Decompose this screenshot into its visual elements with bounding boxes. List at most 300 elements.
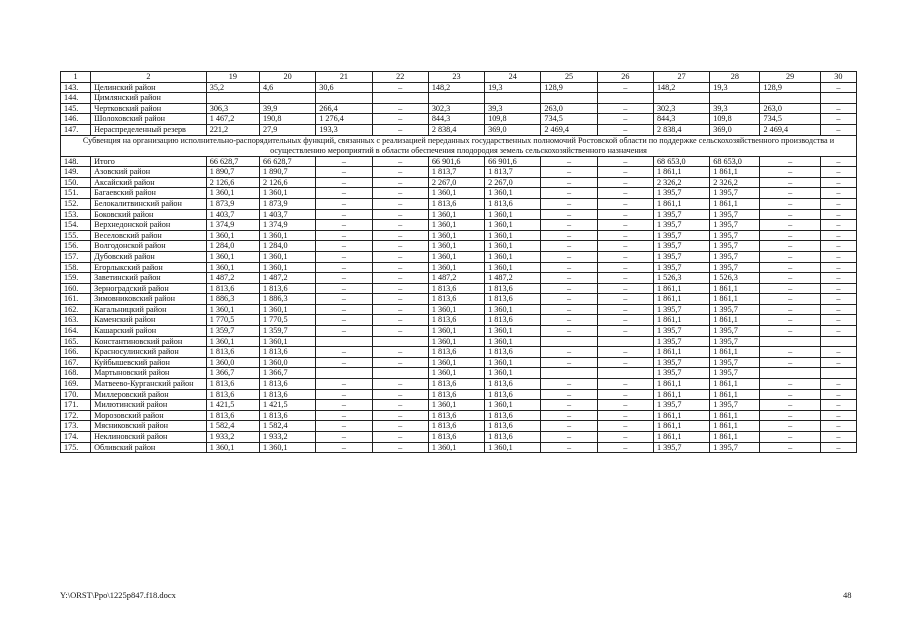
value-cell: 1 360,1: [485, 336, 541, 347]
value-cell: –: [820, 400, 856, 411]
value-cell: [541, 336, 597, 347]
district-name-cell: Константиновский район: [91, 336, 207, 347]
document-page: [60, 71, 857, 453]
district-name-cell: Заветинский район: [91, 273, 207, 284]
value-cell: –: [760, 442, 820, 453]
value-cell: –: [760, 230, 820, 241]
value-cell: 1 813,6: [485, 421, 541, 432]
section-title-row: [61, 135, 857, 156]
value-cell: –: [541, 347, 597, 358]
value-cell: –: [760, 347, 820, 358]
value-cell: 2 126,6: [206, 177, 259, 188]
value-cell: –: [597, 294, 653, 305]
row-number-cell: 171.: [61, 400, 91, 411]
value-cell: –: [541, 357, 597, 368]
value-cell: –: [760, 304, 820, 315]
district-name-cell: Аксайский район: [91, 177, 207, 188]
value-cell: 1 861,1: [653, 379, 709, 390]
value-cell: 1 861,1: [710, 315, 760, 326]
value-cell: 148,2: [428, 82, 484, 93]
district-name-cell: 2: [91, 72, 207, 83]
value-cell: –: [597, 347, 653, 358]
value-cell: –: [541, 251, 597, 262]
value-cell: 1 861,1: [653, 198, 709, 209]
value-cell: 190,8: [259, 114, 315, 125]
value-cell: 1 360,1: [428, 357, 484, 368]
value-cell: –: [372, 82, 428, 93]
value-cell: 1 374,9: [259, 220, 315, 231]
value-cell: –: [372, 294, 428, 305]
value-cell: –: [760, 315, 820, 326]
value-cell: 2 838,4: [653, 124, 709, 135]
value-cell: 1 360,0: [206, 357, 259, 368]
table-row: [61, 124, 857, 135]
value-cell: 1 813,6: [428, 198, 484, 209]
value-cell: 1 359,7: [206, 326, 259, 337]
budget-table: [60, 71, 857, 453]
value-cell: 1 360,1: [485, 209, 541, 220]
value-cell: 128,9: [541, 82, 597, 93]
value-cell: 369,0: [485, 124, 541, 135]
value-cell: –: [820, 410, 856, 421]
row-number-cell: 174.: [61, 432, 91, 443]
value-cell: [820, 336, 856, 347]
table-row: [61, 251, 857, 262]
value-cell: –: [820, 103, 856, 114]
table-row: [61, 230, 857, 241]
row-number-cell: 151.: [61, 188, 91, 199]
value-cell: 2 267,0: [428, 177, 484, 188]
value-cell: 1 582,4: [259, 421, 315, 432]
value-cell: –: [760, 188, 820, 199]
value-cell: 1 360,1: [206, 442, 259, 453]
value-cell: –: [541, 209, 597, 220]
value-cell: 1 395,7: [710, 188, 760, 199]
value-cell: 302,3: [653, 103, 709, 114]
table-row: [61, 177, 857, 188]
row-number-cell: 1: [61, 72, 91, 83]
value-cell: –: [597, 432, 653, 443]
district-name-cell: Зерноградский район: [91, 283, 207, 294]
value-cell: –: [597, 82, 653, 93]
value-cell: [760, 93, 820, 104]
value-cell: –: [820, 262, 856, 273]
value-cell: 1 813,6: [428, 294, 484, 305]
value-cell: –: [316, 421, 372, 432]
value-cell: [541, 93, 597, 104]
table-row: [61, 167, 857, 178]
row-number-cell: 164.: [61, 326, 91, 337]
value-cell: 1 360,0: [259, 357, 315, 368]
value-cell: 1 395,7: [710, 251, 760, 262]
district-name-cell: Нераспределенный резерв: [91, 124, 207, 135]
value-cell: 148,2: [653, 82, 709, 93]
value-cell: 1 395,7: [710, 357, 760, 368]
value-cell: 27,9: [259, 124, 315, 135]
value-cell: 66 901,6: [428, 156, 484, 167]
value-cell: –: [760, 421, 820, 432]
value-cell: 1 861,1: [653, 283, 709, 294]
value-cell: –: [316, 326, 372, 337]
value-cell: –: [541, 421, 597, 432]
row-number-cell: 173.: [61, 421, 91, 432]
table-row: [61, 442, 857, 453]
table-row: [61, 82, 857, 93]
value-cell: 23: [428, 72, 484, 83]
table-row: [61, 220, 857, 231]
value-cell: –: [760, 273, 820, 284]
value-cell: –: [316, 304, 372, 315]
value-cell: 1 360,1: [206, 336, 259, 347]
table-row: [61, 315, 857, 326]
value-cell: –: [541, 283, 597, 294]
value-cell: –: [316, 347, 372, 358]
value-cell: 1 360,1: [428, 262, 484, 273]
district-name-cell: Боковский район: [91, 209, 207, 220]
value-cell: 1 395,7: [653, 368, 709, 379]
value-cell: –: [760, 177, 820, 188]
value-cell: 35,2: [206, 82, 259, 93]
row-number-cell: 147.: [61, 124, 91, 135]
value-cell: –: [316, 156, 372, 167]
value-cell: 1 360,1: [485, 188, 541, 199]
table-body: [61, 72, 857, 453]
value-cell: –: [597, 251, 653, 262]
value-cell: 1 813,6: [485, 347, 541, 358]
value-cell: –: [316, 188, 372, 199]
district-name-cell: Миллеровский район: [91, 389, 207, 400]
table-row: [61, 357, 857, 368]
value-cell: [541, 368, 597, 379]
value-cell: 1 395,7: [653, 188, 709, 199]
value-cell: –: [597, 442, 653, 453]
value-cell: –: [372, 400, 428, 411]
value-cell: –: [316, 410, 372, 421]
value-cell: [259, 93, 315, 104]
table-row: [61, 262, 857, 273]
value-cell: 1 886,3: [206, 294, 259, 305]
value-cell: 1 813,6: [485, 389, 541, 400]
value-cell: 1 933,2: [259, 432, 315, 443]
value-cell: –: [760, 410, 820, 421]
value-cell: 1 395,7: [653, 326, 709, 337]
value-cell: 844,3: [653, 114, 709, 125]
value-cell: 109,8: [485, 114, 541, 125]
value-cell: 1 861,1: [710, 167, 760, 178]
value-cell: [820, 368, 856, 379]
district-name-cell: Багаевский район: [91, 188, 207, 199]
value-cell: 1 360,1: [206, 304, 259, 315]
value-cell: 1 813,6: [485, 432, 541, 443]
value-cell: –: [372, 156, 428, 167]
value-cell: [820, 93, 856, 104]
value-cell: 1 395,7: [653, 241, 709, 252]
value-cell: [372, 368, 428, 379]
district-name-cell: Мясниковский район: [91, 421, 207, 432]
value-cell: 1 487,2: [259, 273, 315, 284]
table-row: [61, 368, 857, 379]
district-name-cell: Кашарский район: [91, 326, 207, 337]
value-cell: 1 360,1: [485, 400, 541, 411]
value-cell: 1 395,7: [653, 304, 709, 315]
value-cell: 1 284,0: [259, 241, 315, 252]
district-name-cell: Кагальницкий район: [91, 304, 207, 315]
value-cell: 24: [485, 72, 541, 83]
value-cell: 39,3: [485, 103, 541, 114]
district-name-cell: Чертковский район: [91, 103, 207, 114]
value-cell: –: [541, 273, 597, 284]
district-name-cell: Шолоховский район: [91, 114, 207, 125]
value-cell: –: [820, 230, 856, 241]
row-number-cell: 166.: [61, 347, 91, 358]
row-number-cell: 167.: [61, 357, 91, 368]
row-number-cell: 149.: [61, 167, 91, 178]
row-number-cell: 148.: [61, 156, 91, 167]
value-cell: 734,5: [541, 114, 597, 125]
value-cell: 1 813,6: [485, 294, 541, 305]
row-number-cell: 146.: [61, 114, 91, 125]
value-cell: –: [372, 304, 428, 315]
value-cell: 1 861,1: [710, 410, 760, 421]
value-cell: –: [597, 177, 653, 188]
value-cell: –: [541, 379, 597, 390]
value-cell: –: [760, 156, 820, 167]
value-cell: –: [372, 315, 428, 326]
value-cell: –: [597, 230, 653, 241]
value-cell: 1 359,7: [259, 326, 315, 337]
value-cell: 193,3: [316, 124, 372, 135]
value-cell: 1 360,1: [428, 251, 484, 262]
value-cell: –: [316, 177, 372, 188]
value-cell: 39,9: [259, 103, 315, 114]
value-cell: –: [820, 251, 856, 262]
value-cell: –: [597, 421, 653, 432]
row-number-cell: 172.: [61, 410, 91, 421]
value-cell: –: [597, 188, 653, 199]
value-cell: –: [597, 262, 653, 273]
value-cell: 1 360,1: [428, 400, 484, 411]
value-cell: –: [372, 251, 428, 262]
value-cell: –: [541, 230, 597, 241]
value-cell: –: [760, 389, 820, 400]
value-cell: –: [372, 410, 428, 421]
value-cell: 1 360,1: [485, 442, 541, 453]
value-cell: 1 395,7: [653, 230, 709, 241]
value-cell: –: [597, 326, 653, 337]
value-cell: –: [820, 442, 856, 453]
value-cell: –: [820, 357, 856, 368]
value-cell: –: [541, 220, 597, 231]
value-cell: 1 360,1: [485, 220, 541, 231]
value-cell: 1 813,6: [428, 347, 484, 358]
value-cell: [760, 336, 820, 347]
district-name-cell: Неклиновский район: [91, 432, 207, 443]
value-cell: –: [541, 167, 597, 178]
value-cell: [597, 368, 653, 379]
value-cell: 1 861,1: [710, 421, 760, 432]
value-cell: –: [597, 103, 653, 114]
value-cell: 1 813,6: [259, 389, 315, 400]
value-cell: 1 813,6: [259, 347, 315, 358]
value-cell: 1 360,1: [206, 262, 259, 273]
value-cell: –: [820, 421, 856, 432]
value-cell: –: [316, 442, 372, 453]
value-cell: 1 861,1: [653, 389, 709, 400]
value-cell: –: [820, 283, 856, 294]
value-cell: 263,0: [541, 103, 597, 114]
value-cell: –: [372, 198, 428, 209]
table-header-row: [61, 72, 857, 83]
value-cell: 1 813,6: [259, 283, 315, 294]
row-number-cell: 153.: [61, 209, 91, 220]
value-cell: 1 813,6: [206, 389, 259, 400]
value-cell: 1 861,1: [653, 315, 709, 326]
value-cell: –: [820, 389, 856, 400]
value-cell: 1 360,1: [259, 188, 315, 199]
row-number-cell: 156.: [61, 241, 91, 252]
value-cell: 1 395,7: [710, 241, 760, 252]
footer-file-path: Y:\ORST\Ppo\1225p847.f18.docx: [60, 590, 176, 600]
value-cell: [316, 93, 372, 104]
value-cell: –: [597, 114, 653, 125]
row-number-cell: 158.: [61, 262, 91, 273]
value-cell: 1 360,1: [428, 368, 484, 379]
value-cell: 1 360,1: [206, 230, 259, 241]
value-cell: 1 374,9: [206, 220, 259, 231]
value-cell: 1 395,7: [653, 220, 709, 231]
district-name-cell: Красносулинский район: [91, 347, 207, 358]
value-cell: 1 813,6: [428, 283, 484, 294]
value-cell: [316, 336, 372, 347]
value-cell: 1 861,1: [653, 410, 709, 421]
value-cell: –: [597, 209, 653, 220]
value-cell: –: [316, 283, 372, 294]
value-cell: 1 813,6: [206, 410, 259, 421]
value-cell: 27: [653, 72, 709, 83]
value-cell: 26: [597, 72, 653, 83]
value-cell: –: [372, 114, 428, 125]
value-cell: 19,3: [710, 82, 760, 93]
row-number-cell: 155.: [61, 230, 91, 241]
district-name-cell: Куйбышевский район: [91, 357, 207, 368]
value-cell: –: [820, 304, 856, 315]
value-cell: –: [372, 262, 428, 273]
value-cell: 1 395,7: [710, 304, 760, 315]
value-cell: 1 395,7: [710, 262, 760, 273]
table-row: [61, 432, 857, 443]
value-cell: 66 628,7: [206, 156, 259, 167]
value-cell: 109,8: [710, 114, 760, 125]
district-name-cell: Целинский район: [91, 82, 207, 93]
value-cell: 22: [372, 72, 428, 83]
value-cell: –: [820, 315, 856, 326]
value-cell: 1 813,6: [206, 283, 259, 294]
table-row: [61, 273, 857, 284]
value-cell: 1 813,6: [428, 389, 484, 400]
value-cell: –: [372, 389, 428, 400]
value-cell: –: [316, 273, 372, 284]
value-cell: 1 360,1: [206, 188, 259, 199]
value-cell: –: [372, 357, 428, 368]
value-cell: –: [541, 156, 597, 167]
row-number-cell: 165.: [61, 336, 91, 347]
value-cell: –: [760, 283, 820, 294]
value-cell: 1 861,1: [653, 347, 709, 358]
value-cell: –: [372, 283, 428, 294]
value-cell: 1 890,7: [259, 167, 315, 178]
value-cell: –: [760, 251, 820, 262]
row-number-cell: 161.: [61, 294, 91, 305]
footer-page-number: 48: [843, 590, 852, 600]
value-cell: 2 326,2: [710, 177, 760, 188]
value-cell: –: [541, 442, 597, 453]
district-name-cell: Каменский район: [91, 315, 207, 326]
value-cell: 66 901,6: [485, 156, 541, 167]
value-cell: 1 861,1: [710, 432, 760, 443]
value-cell: 2 469,4: [541, 124, 597, 135]
value-cell: 1 360,1: [485, 262, 541, 273]
table-row: [61, 304, 857, 315]
district-name-cell: Морозовский район: [91, 410, 207, 421]
value-cell: –: [316, 209, 372, 220]
value-cell: 1 813,6: [259, 410, 315, 421]
value-cell: 1 813,6: [428, 315, 484, 326]
value-cell: 1 813,6: [428, 421, 484, 432]
value-cell: 29: [760, 72, 820, 83]
value-cell: –: [316, 167, 372, 178]
row-number-cell: 170.: [61, 389, 91, 400]
value-cell: 1 360,1: [428, 230, 484, 241]
value-cell: 1 861,1: [710, 294, 760, 305]
value-cell: –: [597, 379, 653, 390]
value-cell: –: [597, 273, 653, 284]
value-cell: –: [372, 209, 428, 220]
value-cell: 1 360,1: [428, 336, 484, 347]
value-cell: 1 813,6: [428, 379, 484, 390]
row-number-cell: 143.: [61, 82, 91, 93]
value-cell: 1 395,7: [710, 336, 760, 347]
value-cell: [597, 93, 653, 104]
value-cell: 1 360,1: [485, 304, 541, 315]
table-row: [61, 421, 857, 432]
value-cell: 1 395,7: [710, 368, 760, 379]
table-row: [61, 294, 857, 305]
row-number-cell: 152.: [61, 198, 91, 209]
value-cell: –: [316, 400, 372, 411]
value-cell: 1 770,5: [206, 315, 259, 326]
value-cell: –: [372, 177, 428, 188]
value-cell: 306,3: [206, 103, 259, 114]
value-cell: –: [372, 442, 428, 453]
value-cell: 1 284,0: [206, 241, 259, 252]
value-cell: 1 813,7: [485, 167, 541, 178]
value-cell: –: [597, 156, 653, 167]
value-cell: 1 395,7: [653, 336, 709, 347]
value-cell: –: [597, 410, 653, 421]
table-row: [61, 336, 857, 347]
value-cell: 1 487,2: [428, 273, 484, 284]
value-cell: 1 861,1: [710, 283, 760, 294]
row-number-cell: 163.: [61, 315, 91, 326]
district-name-cell: Верхнедонской район: [91, 220, 207, 231]
value-cell: 1 861,1: [653, 167, 709, 178]
value-cell: 1 487,2: [206, 273, 259, 284]
value-cell: –: [316, 262, 372, 273]
value-cell: 19,3: [485, 82, 541, 93]
value-cell: –: [541, 262, 597, 273]
value-cell: 1 421,5: [259, 400, 315, 411]
row-number-cell: 144.: [61, 93, 91, 104]
